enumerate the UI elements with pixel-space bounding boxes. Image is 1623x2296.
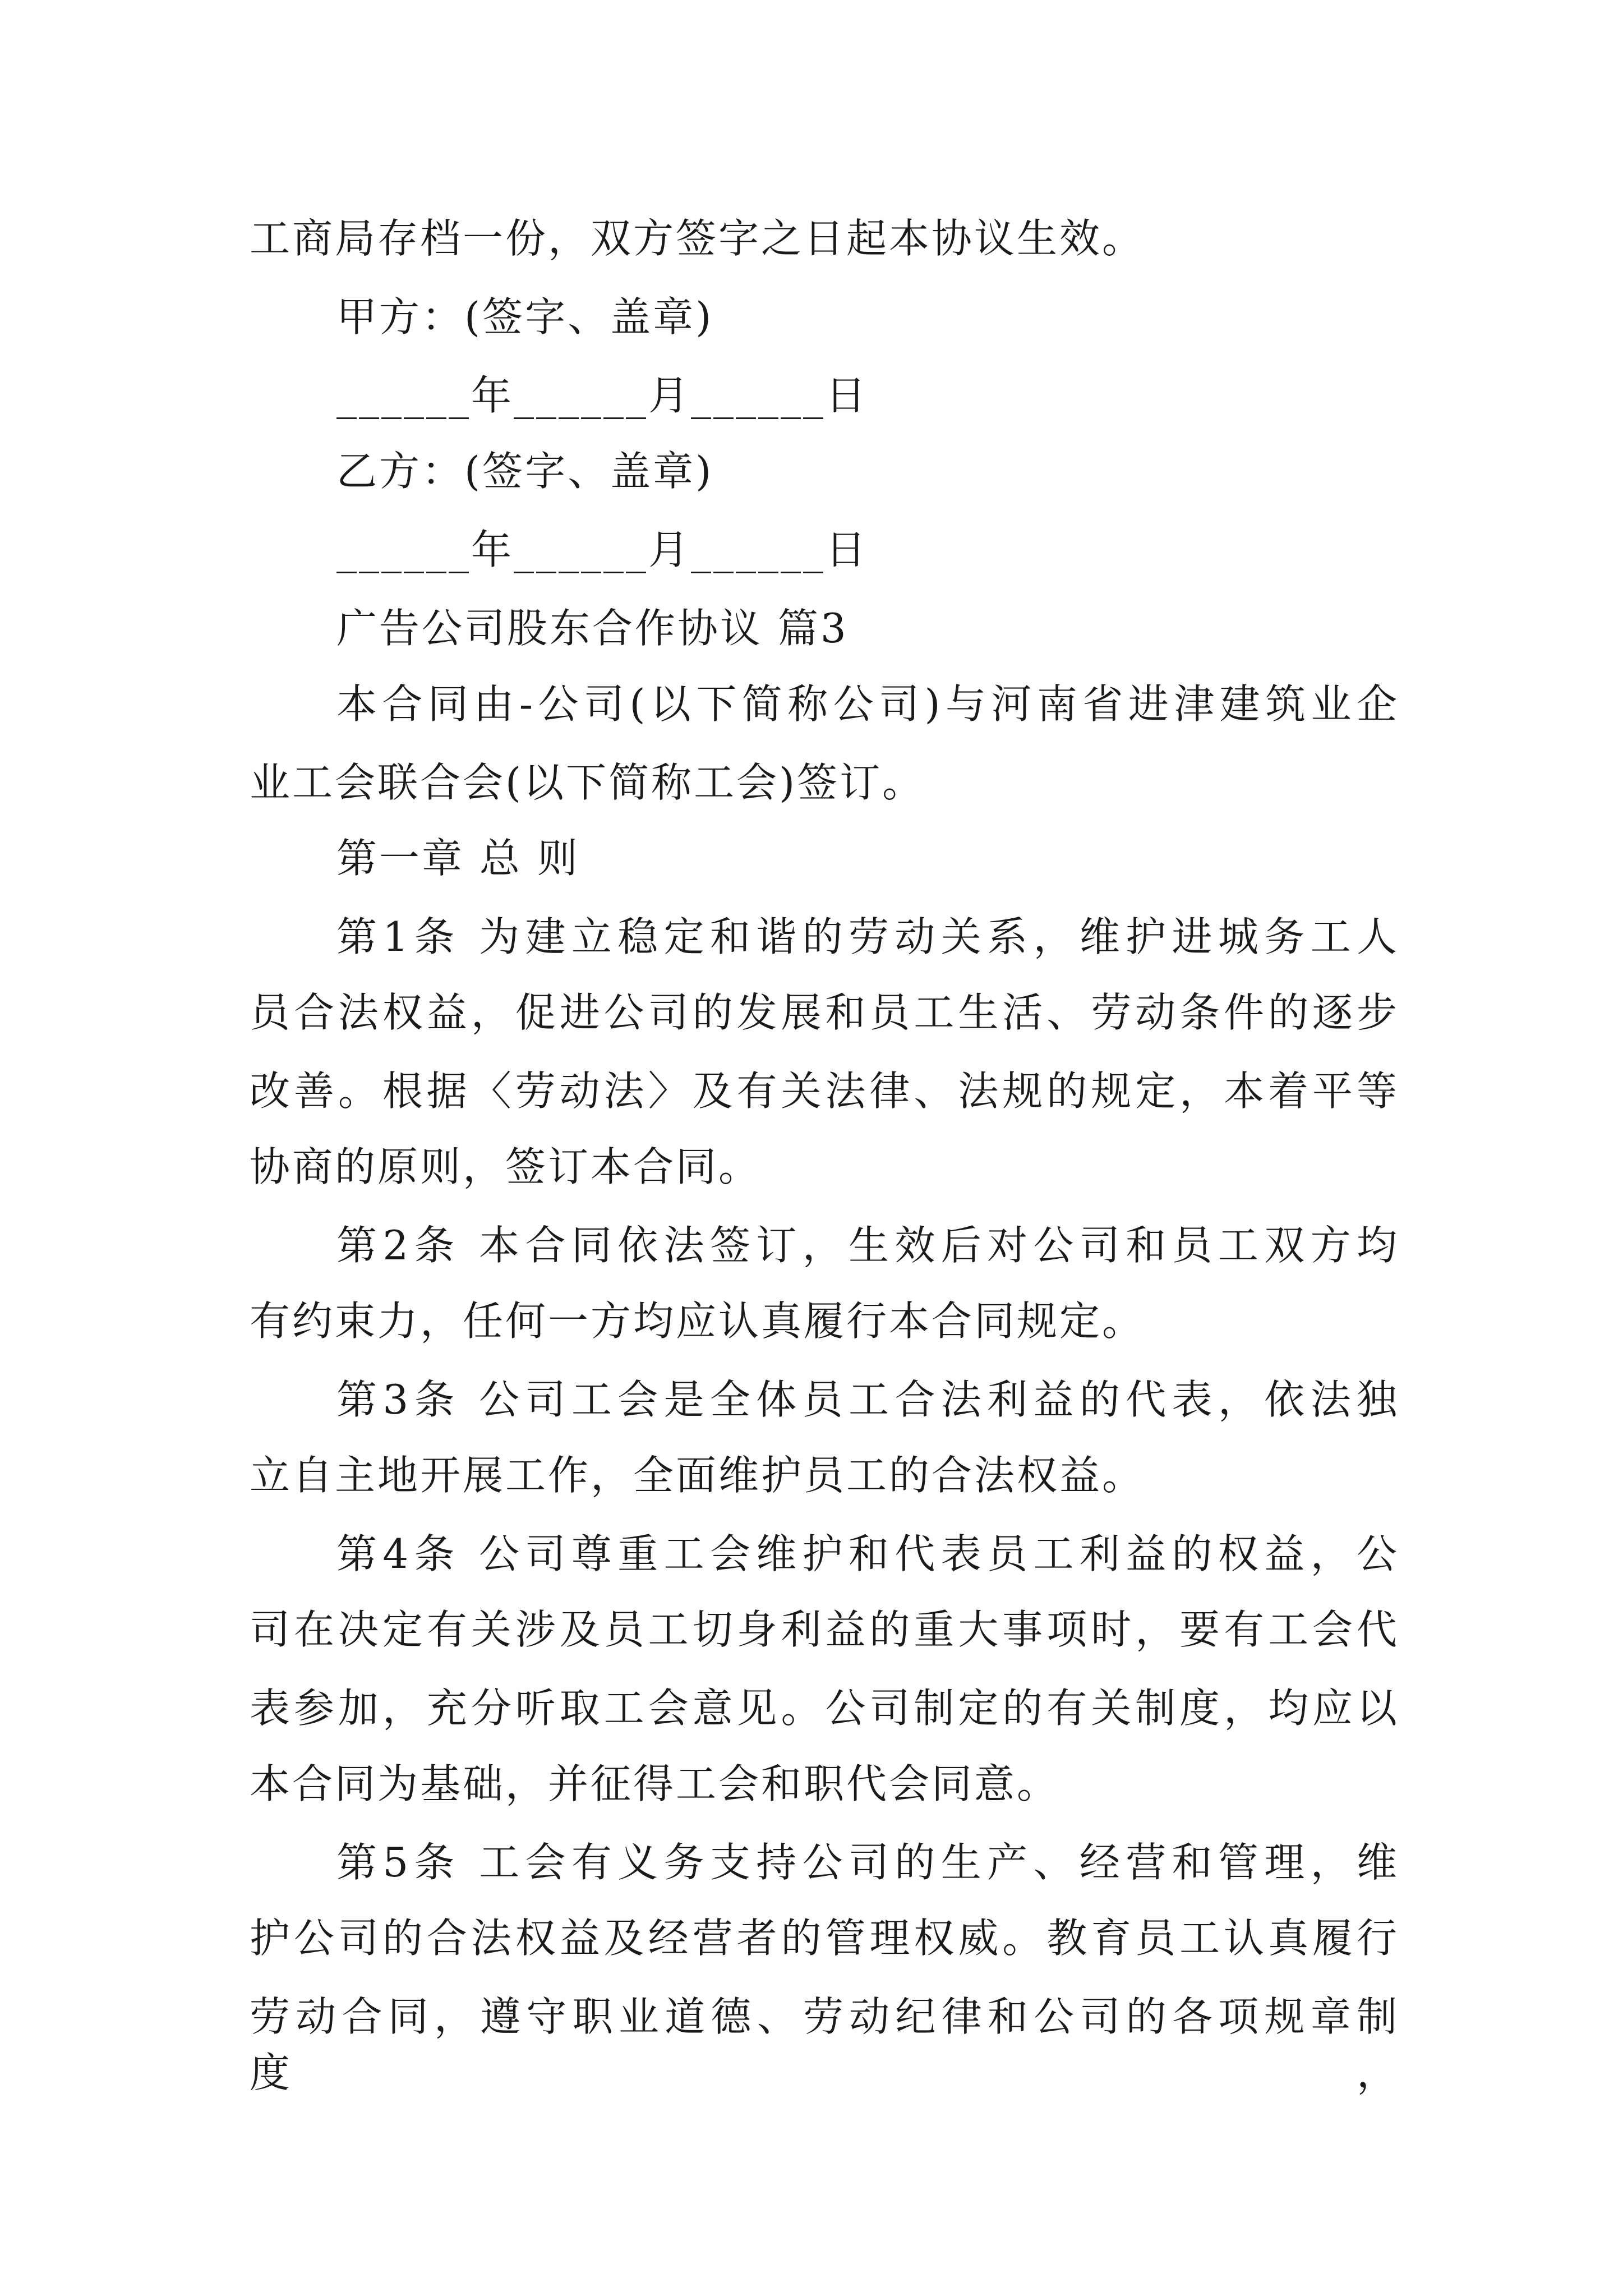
chapter-heading: 第一章 总 则	[336, 835, 580, 882]
party-a-date: ______年______月______日	[336, 372, 868, 419]
text-line: 本合同由-公司(以下简称公司)与河南省进津建筑业企	[336, 680, 1399, 728]
text-line: 第2条 本合同依法签订，生效后对公司和员工双方均	[336, 1222, 1399, 1269]
text-line: 立自主地开展工作，全面维护员工的合法权益。	[250, 1452, 1145, 1499]
text-line: 表参加，充分听取工会意见。公司制定的有关制度，均应以	[250, 1685, 1399, 1732]
text-line: 第1条 为建立稳定和谐的劳动关系，维护进城务工人	[336, 913, 1399, 960]
text-line: 第3条 公司工会是全体员工合法利益的代表，依法独	[336, 1376, 1399, 1423]
text-line: 协商的原则，签订本合同。	[250, 1143, 762, 1190]
text-line: 劳动合同，遵守职业道德、劳动纪律和公司的各项规章制度，	[250, 1993, 1399, 2096]
text-line: 员合法权益，促进公司的发展和员工生活、劳动条件的逐步	[250, 989, 1399, 1036]
party-b-signature: 乙方：(签字、盖章)	[336, 448, 714, 495]
text-line: 有约束力，任何一方均应认真履行本合同规定。	[250, 1297, 1145, 1345]
text-line: 改善。根据〈劳动法〉及有关法律、法规的规定，本着平等	[250, 1068, 1399, 1115]
text-line: 第4条 公司尊重工会维护和代表员工利益的权益，公	[336, 1530, 1399, 1577]
text-line: 工商局存档一份，双方签字之日起本协议生效。	[250, 215, 1145, 262]
text-line: 业工会联合会(以下简称工会)签订。	[250, 759, 925, 806]
text-line: 本合同为基础，并征得工会和职代会同意。	[250, 1760, 1060, 1807]
text-line: 司在决定有关涉及员工切身利益的重大事项时，要有工会代	[250, 1606, 1399, 1653]
text-line: 护公司的合法权益及经营者的管理权威。教育员工认真履行	[250, 1915, 1399, 1962]
party-b-date: ______年______月______日	[336, 526, 868, 573]
party-a-signature: 甲方：(签字、盖章)	[336, 293, 714, 341]
section-heading: 广告公司股东合作协议 篇3	[336, 605, 849, 652]
text-line: 第5条 工会有义务支持公司的生产、经营和管理，维	[336, 1839, 1399, 1886]
